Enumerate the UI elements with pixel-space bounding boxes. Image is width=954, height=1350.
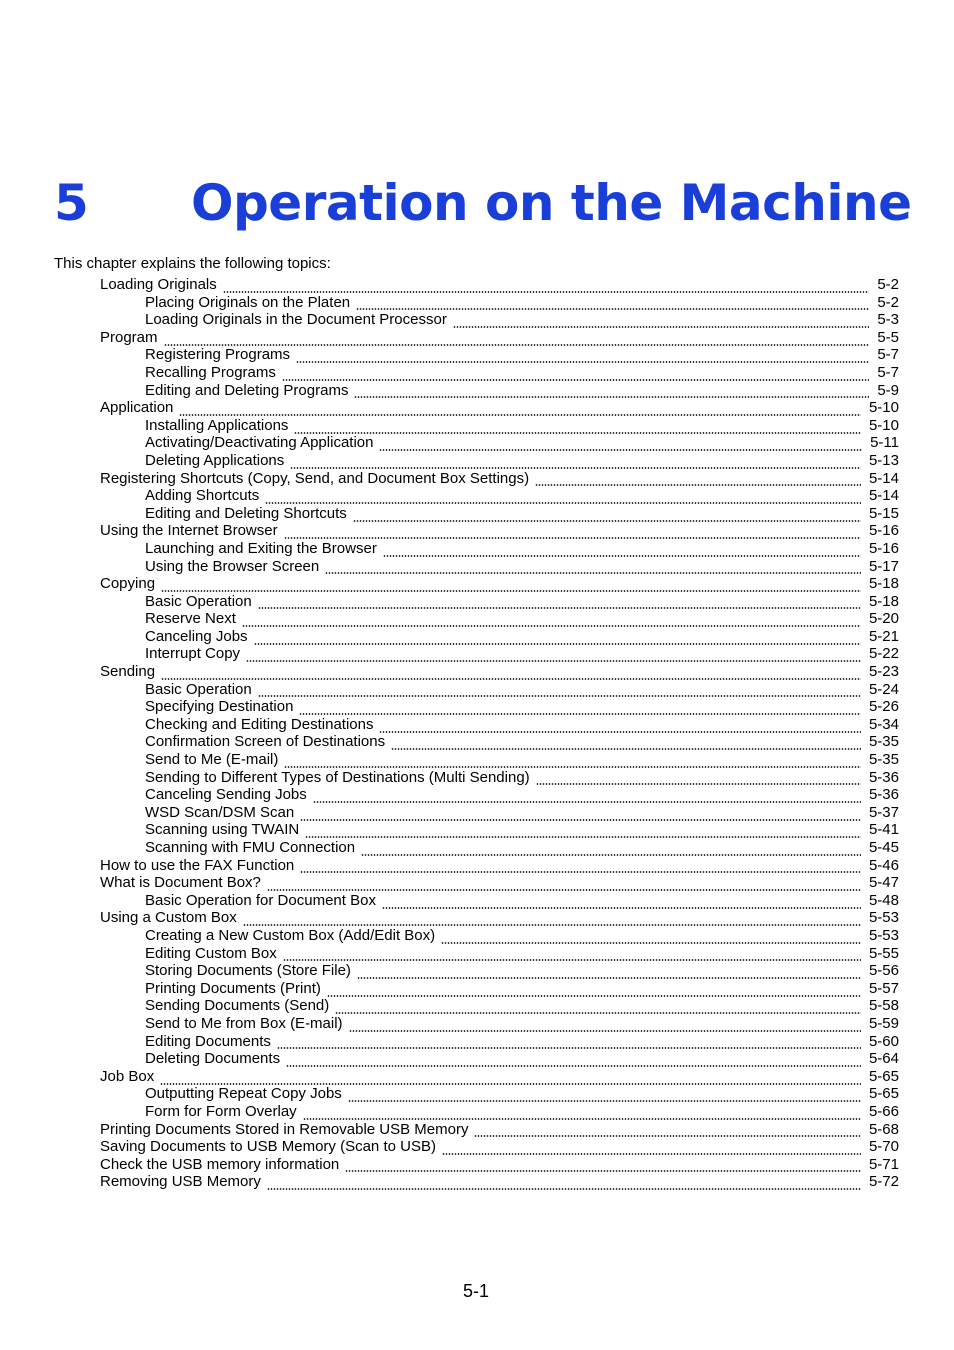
toc-subentry[interactable] xyxy=(0,1085,954,1103)
toc-entry-label: Creating a New Custom Box (Add/Edit Box) xyxy=(145,926,436,944)
toc-entry-page: 5-16 xyxy=(868,539,899,557)
toc-entry-page: 5-23 xyxy=(868,663,899,681)
toc-entry-label: Specifying Destination xyxy=(145,698,294,716)
toc-entry-label: Using the Browser Screen xyxy=(145,557,320,575)
toc-dot-leader xyxy=(379,439,862,451)
toc-entry-page: 5-7 xyxy=(877,363,899,381)
toc-entry-page: 5-72 xyxy=(868,1173,899,1191)
toc-entry[interactable] xyxy=(0,399,954,417)
toc-subentry[interactable] xyxy=(0,786,954,804)
toc-dot-leader xyxy=(294,422,861,434)
toc-entry-label: Canceling Sending Jobs xyxy=(145,786,307,804)
toc-subentry[interactable] xyxy=(0,540,954,558)
toc-entry-page: 5-35 xyxy=(868,733,899,751)
toc-entry-page: 5-9 xyxy=(877,381,899,399)
toc-dot-leader xyxy=(305,826,861,838)
toc-dot-leader xyxy=(290,457,861,469)
toc-entry-label: Removing USB Memory xyxy=(100,1173,261,1191)
toc-dot-leader xyxy=(303,1108,861,1120)
toc-entry-page: 5-36 xyxy=(868,768,899,786)
toc-subentry[interactable] xyxy=(0,962,954,980)
toc-dot-leader xyxy=(313,791,861,803)
toc-entry[interactable] xyxy=(0,909,954,927)
toc-entry-page: 5-15 xyxy=(868,504,899,522)
toc-entry[interactable] xyxy=(0,575,954,593)
toc-entry-page: 5-68 xyxy=(868,1120,899,1138)
toc-entry-label: Editing and Deleting Programs xyxy=(145,381,349,399)
toc-entry-page: 5-36 xyxy=(868,786,899,804)
toc-entry-label: Copying xyxy=(100,575,156,593)
toc-dot-leader xyxy=(223,281,870,293)
toc-subentry[interactable] xyxy=(0,487,954,505)
toc-dot-leader xyxy=(296,351,869,363)
toc-entry-page: 5-46 xyxy=(868,856,899,874)
toc-subentry[interactable] xyxy=(0,997,954,1015)
toc-entry-page: 5-20 xyxy=(868,610,899,628)
toc-subentry[interactable] xyxy=(0,716,954,734)
toc-entry-label: Basic Operation xyxy=(145,592,252,610)
toc-entry-label: Application xyxy=(100,399,174,417)
toc-entry-page: 5-2 xyxy=(877,276,899,293)
toc-dot-leader xyxy=(286,1055,861,1067)
toc-dot-leader xyxy=(535,474,861,486)
toc-subentry[interactable] xyxy=(0,311,954,329)
toc-entry-label: Send to Me (E-mail) xyxy=(145,751,279,769)
toc-dot-leader xyxy=(536,773,861,785)
toc-entry[interactable] xyxy=(0,874,954,892)
toc-entry-label: Outputting Repeat Copy Jobs xyxy=(145,1085,342,1103)
toc-subentry[interactable] xyxy=(0,1015,954,1033)
toc-entry[interactable] xyxy=(0,276,954,294)
toc-dot-leader xyxy=(277,1037,861,1049)
toc-entry-page: 5-41 xyxy=(868,821,899,839)
toc-entry[interactable] xyxy=(0,1173,954,1191)
toc-dot-leader xyxy=(327,985,861,997)
toc-dot-leader xyxy=(441,932,861,944)
toc-dot-leader xyxy=(267,1178,861,1190)
toc-dot-leader xyxy=(354,386,869,398)
toc-entry-label: Reserve Next xyxy=(145,610,236,628)
toc-entry-label: Printing Documents Stored in Removable USB Memory xyxy=(100,1120,469,1138)
toc-entry-page: 5-11 xyxy=(870,434,899,452)
toc-entry-page: 5-10 xyxy=(868,399,899,417)
toc-entry-page: 5-26 xyxy=(868,698,899,716)
toc-dot-leader xyxy=(164,334,870,346)
page-number xyxy=(0,1280,954,1302)
toc-entry-page: 5-45 xyxy=(868,839,899,856)
toc-entry-page: 5-53 xyxy=(868,926,899,944)
toc-entry-label: Loading Originals xyxy=(100,276,217,293)
toc-entry-page: 5-57 xyxy=(868,979,899,997)
toc-dot-leader xyxy=(258,685,861,697)
toc-dot-leader xyxy=(349,1020,861,1032)
toc-subentry[interactable] xyxy=(0,593,954,611)
toc-dot-leader xyxy=(243,914,861,926)
toc-dot-leader xyxy=(283,949,861,961)
toc-dot-leader xyxy=(361,844,861,856)
toc-entry-label: Sending to Different Types of Destinations (Multi Sending) xyxy=(145,768,530,786)
toc-dot-leader xyxy=(254,633,861,645)
toc-entry-page: 5-37 xyxy=(868,803,899,821)
toc-subentry[interactable] xyxy=(0,804,954,822)
toc-subentry[interactable] xyxy=(0,839,954,857)
toc-entry-page: 5-21 xyxy=(868,627,899,645)
toc-entry-page: 5-14 xyxy=(868,487,899,505)
toc-entry-page: 5-70 xyxy=(868,1138,899,1156)
toc-entry-label: Placing Originals on the Platen xyxy=(145,293,351,311)
toc-entry[interactable] xyxy=(0,1156,954,1174)
toc-entry-label: Deleting Applications xyxy=(145,451,285,469)
toc-dot-leader xyxy=(265,492,861,504)
chapter-number: 5 xyxy=(54,174,89,232)
toc-entry-page: 5-55 xyxy=(868,944,899,962)
toc-dot-leader xyxy=(453,316,869,328)
toc-dot-leader xyxy=(379,721,860,733)
toc-entry-page: 5-18 xyxy=(868,575,899,593)
toc-dot-leader xyxy=(357,967,861,979)
toc-dot-leader xyxy=(284,756,861,768)
toc-entry-label: How to use the FAX Function xyxy=(100,856,295,874)
toc-subentry[interactable] xyxy=(0,417,954,435)
toc-subentry[interactable] xyxy=(0,346,954,364)
table-of-contents xyxy=(0,276,954,1191)
toc-dot-leader xyxy=(282,369,869,381)
toc-subentry[interactable] xyxy=(0,1033,954,1051)
toc-entry-page: 5-65 xyxy=(868,1067,899,1085)
toc-entry[interactable] xyxy=(0,857,954,875)
toc-subentry[interactable] xyxy=(0,733,954,751)
toc-dot-leader xyxy=(267,879,861,891)
chapter-heading xyxy=(54,168,912,238)
toc-entry-page: 5-10 xyxy=(868,416,899,434)
toc-entry-label: Recalling Programs xyxy=(145,363,276,381)
toc-entry-page: 5-66 xyxy=(868,1102,899,1120)
toc-entry-label: Scanning using TWAIN xyxy=(145,821,300,839)
toc-subentry[interactable] xyxy=(0,945,954,963)
toc-subentry[interactable] xyxy=(0,558,954,576)
toc-entry-label: Deleting Documents xyxy=(145,1050,281,1068)
toc-subentry[interactable] xyxy=(0,769,954,787)
toc-subentry[interactable] xyxy=(0,505,954,523)
toc-entry-page: 5-5 xyxy=(877,328,899,346)
toc-entry-label: Checking and Editing Destinations xyxy=(145,715,374,733)
toc-dot-leader xyxy=(179,404,861,416)
toc-dot-leader xyxy=(335,1002,861,1014)
toc-entry-page: 5-18 xyxy=(868,592,899,610)
toc-entry-label: Editing Custom Box xyxy=(145,944,277,962)
toc-subentry[interactable] xyxy=(0,751,954,769)
toc-entry-page: 5-22 xyxy=(868,645,899,663)
toc-entry-label: Using a Custom Box xyxy=(100,909,237,927)
toc-dot-leader xyxy=(242,615,861,627)
toc-subentry[interactable] xyxy=(0,681,954,699)
toc-entry-page: 5-64 xyxy=(868,1050,899,1068)
toc-subentry[interactable] xyxy=(0,294,954,312)
toc-dot-leader xyxy=(284,527,861,539)
toc-entry-page: 5-59 xyxy=(868,1014,899,1032)
toc-entry[interactable] xyxy=(0,329,954,347)
toc-entry-label: Scanning with FMU Connection xyxy=(145,839,356,856)
toc-dot-leader xyxy=(348,1090,861,1102)
toc-dot-leader xyxy=(442,1143,861,1155)
toc-dot-leader xyxy=(300,861,861,873)
toc-entry-label: Using the Internet Browser xyxy=(100,522,278,540)
toc-dot-leader xyxy=(160,1073,861,1085)
toc-entry[interactable] xyxy=(0,663,954,681)
toc-subentry[interactable] xyxy=(0,1050,954,1068)
toc-entry-label: Saving Documents to USB Memory (Scan to USB) xyxy=(100,1138,436,1156)
toc-entry-page: 5-58 xyxy=(868,997,899,1015)
toc-entry-page: 5-48 xyxy=(868,891,899,909)
toc-dot-leader xyxy=(258,597,861,609)
toc-subentry[interactable] xyxy=(0,892,954,910)
toc-entry-label: Basic Operation xyxy=(145,680,252,698)
page-number-label: 5-1 xyxy=(462,1281,489,1301)
toc-entry-label: Adding Shortcuts xyxy=(145,487,260,505)
toc-dot-leader xyxy=(391,738,861,750)
toc-entry-label: Storing Documents (Store File) xyxy=(145,962,351,980)
toc-entry-label: Send to Me from Box (E-mail) xyxy=(145,1014,343,1032)
toc-subentry[interactable] xyxy=(0,452,954,470)
toc-subentry[interactable] xyxy=(0,927,954,945)
toc-subentry[interactable] xyxy=(0,980,954,998)
toc-subentry[interactable] xyxy=(0,364,954,382)
toc-dot-leader xyxy=(161,668,861,680)
toc-subentry[interactable] xyxy=(0,628,954,646)
toc-subentry[interactable] xyxy=(0,434,954,452)
toc-entry-page: 5-13 xyxy=(868,451,899,469)
toc-entry-label: Sending xyxy=(100,663,156,681)
toc-entry-page: 5-24 xyxy=(868,680,899,698)
toc-entry-label: Editing Documents xyxy=(145,1032,271,1050)
toc-entry-label: Check the USB memory information xyxy=(100,1155,340,1173)
toc-entry-label: Activating/Deactivating Application xyxy=(145,434,374,452)
toc-dot-leader xyxy=(474,1125,860,1137)
toc-entry-label: Printing Documents (Print) xyxy=(145,979,321,997)
toc-dot-leader xyxy=(300,809,861,821)
toc-entry-label: Form for Form Overlay xyxy=(145,1102,297,1120)
toc-entry-page: 5-56 xyxy=(868,962,899,980)
toc-entry-label: Canceling Jobs xyxy=(145,627,248,645)
toc-entry-page: 5-60 xyxy=(868,1032,899,1050)
toc-entry-label: Program xyxy=(100,328,158,346)
toc-entry-label: Interrupt Copy xyxy=(145,645,241,663)
toc-entry-label: Job Box xyxy=(100,1067,155,1085)
toc-entry-page: 5-17 xyxy=(868,557,899,575)
toc-subentry[interactable] xyxy=(0,698,954,716)
toc-entry-page: 5-2 xyxy=(877,293,899,311)
toc-entry-label: What is Document Box? xyxy=(100,874,261,892)
toc-entry-page: 5-71 xyxy=(868,1155,899,1173)
chapter-intro: This chapter explains the following topics: xyxy=(54,255,331,272)
toc-entry[interactable] xyxy=(0,470,954,488)
toc-entry-label: Sending Documents (Send) xyxy=(145,997,330,1015)
toc-dot-leader xyxy=(325,562,861,574)
toc-entry-page: 5-53 xyxy=(868,909,899,927)
toc-entry-label: Loading Originals in the Document Processor xyxy=(145,311,447,329)
toc-dot-leader xyxy=(246,650,861,662)
toc-entry[interactable] xyxy=(0,1138,954,1156)
toc-entry-label: Basic Operation for Document Box xyxy=(145,891,376,909)
toc-entry-page: 5-34 xyxy=(868,715,899,733)
toc-entry[interactable] xyxy=(0,522,954,540)
toc-subentry[interactable] xyxy=(0,382,954,400)
toc-entry-page: 5-3 xyxy=(877,311,899,329)
toc-entry[interactable] xyxy=(0,1068,954,1086)
toc-entry-page: 5-65 xyxy=(868,1085,899,1103)
toc-entry-page: 5-14 xyxy=(868,469,899,487)
toc-subentry[interactable] xyxy=(0,610,954,628)
toc-entry-page: 5-16 xyxy=(868,522,899,540)
toc-entry[interactable] xyxy=(0,1121,954,1139)
toc-entry-label: Confirmation Screen of Destinations xyxy=(145,733,386,751)
toc-dot-leader xyxy=(299,703,861,715)
toc-dot-leader xyxy=(382,897,861,909)
toc-subentry[interactable] xyxy=(0,821,954,839)
toc-entry-page: 5-35 xyxy=(868,751,899,769)
chapter-title: Operation on the Machine xyxy=(191,174,912,232)
toc-dot-leader xyxy=(161,580,861,592)
toc-subentry[interactable] xyxy=(0,645,954,663)
toc-entry-label: Registering Shortcuts (Copy, Send, and Document Box Settings) xyxy=(100,469,530,487)
toc-entry-label: Editing and Deleting Shortcuts xyxy=(145,504,347,522)
toc-dot-leader xyxy=(345,1160,861,1172)
toc-dot-leader xyxy=(356,298,869,310)
toc-subentry[interactable] xyxy=(0,1103,954,1121)
toc-entry-label: Registering Programs xyxy=(145,346,291,364)
toc-entry-label: Installing Applications xyxy=(145,416,289,434)
toc-entry-label: WSD Scan/DSM Scan xyxy=(145,803,295,821)
toc-entry-page: 5-47 xyxy=(868,874,899,892)
toc-entry-label: Launching and Exiting the Browser xyxy=(145,539,377,557)
toc-dot-leader xyxy=(383,545,861,557)
toc-dot-leader xyxy=(353,510,861,522)
toc-entry-page: 5-7 xyxy=(877,346,899,364)
